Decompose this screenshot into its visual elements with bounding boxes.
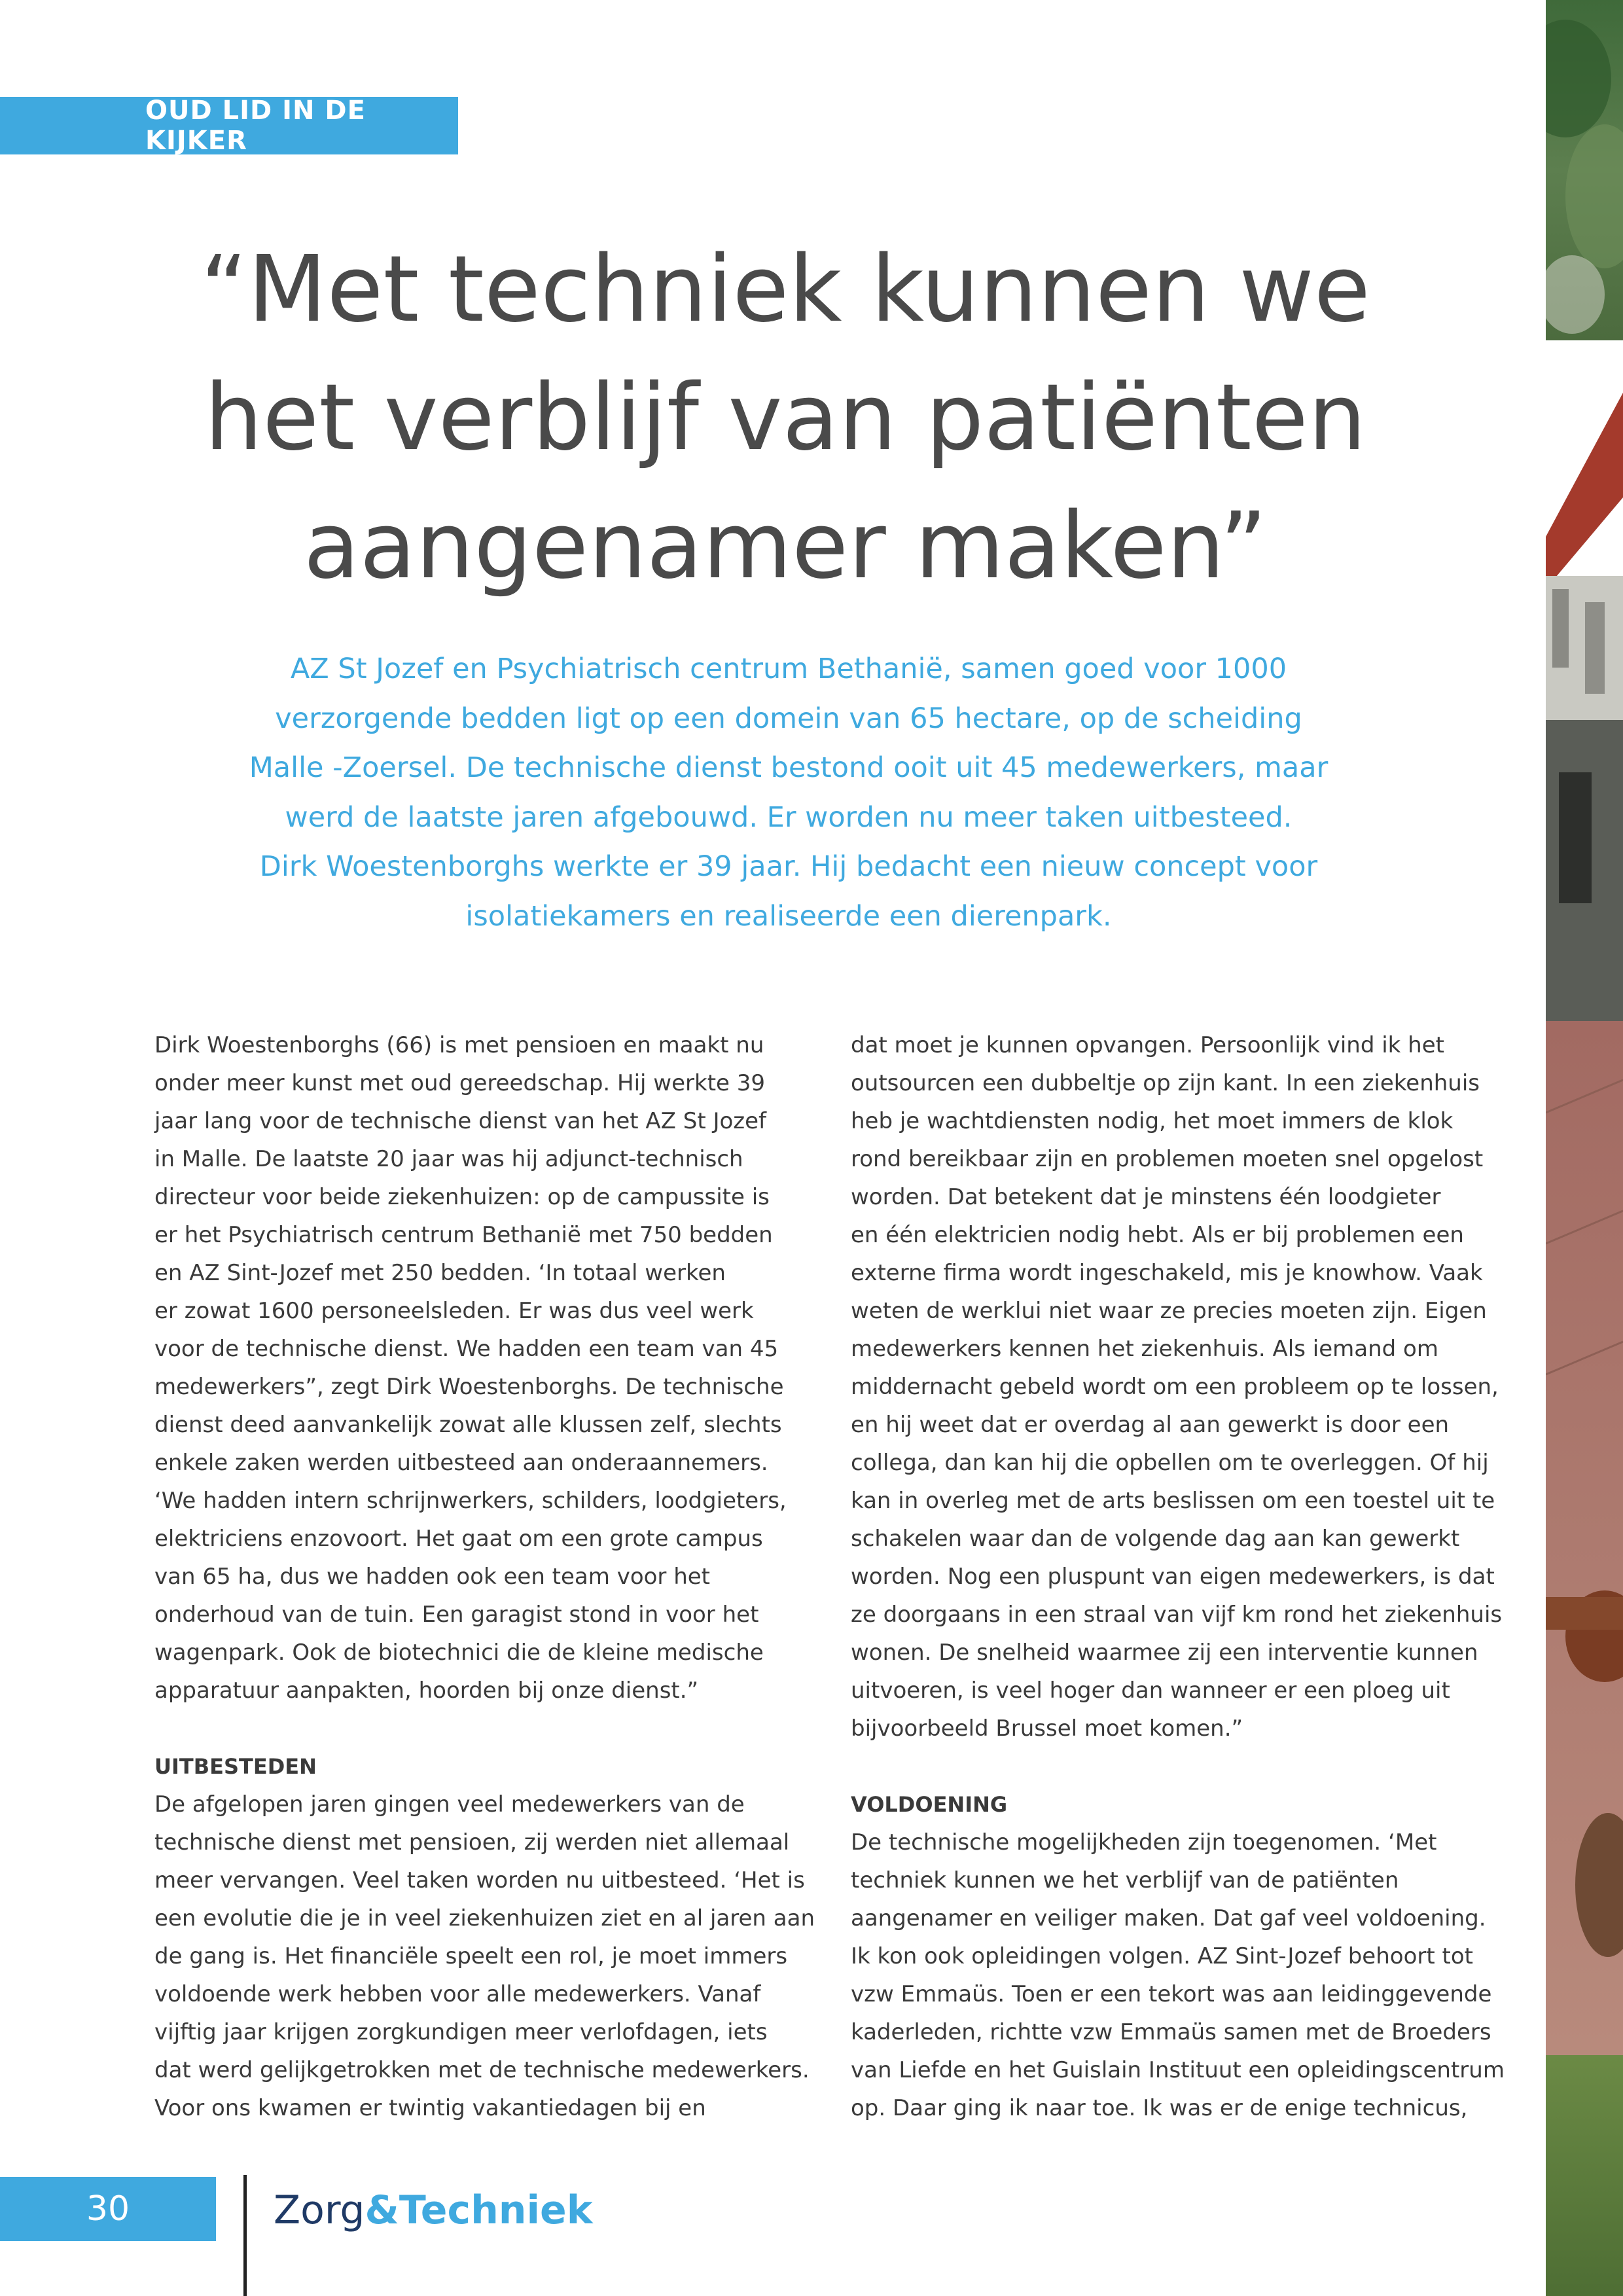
body-line: een evolutie die je in veel ziekenhuizen ziet en al jaren aan <box>154 1905 815 1931</box>
body-line: worden. Dat betekent dat je minstens één loodgieter <box>851 1184 1441 1210</box>
intro-paragraph <box>209 645 1368 941</box>
footer-divider <box>243 2175 247 2296</box>
body-line: middernacht gebeld wordt om een probleem op te lossen, <box>851 1374 1499 1400</box>
body-line: kaderleden, richtte vzw Emmaüs samen met de Broeders <box>851 2019 1491 2045</box>
intro-line: Malle -Zoersel. De technische dienst bestond ooit uit 45 medewerkers, maar <box>249 751 1329 784</box>
logo-part-zorg: Zorg <box>274 2187 365 2233</box>
body-line: medewerkers kennen het ziekenhuis. Als iemand om <box>851 1336 1438 1362</box>
body-line: techniek kunnen we het verblijf van de patiënten <box>851 1867 1399 1893</box>
body-line: elektriciens enzovoort. Het gaat om een grote campus <box>154 1526 763 1552</box>
headline <box>164 226 1407 611</box>
body-line: collega, dan kan hij die opbellen om te overleggen. Of hij <box>851 1450 1489 1476</box>
body-line: aangenamer en veiliger maken. Dat gaf veel voldoening. <box>851 1905 1486 1931</box>
intro-line: AZ St Jozef en Psychiatrisch centrum Bethanië, samen goed voor 1000 <box>290 653 1287 685</box>
page-number: 30 <box>0 2177 216 2241</box>
body-line: kan in overleg met de arts beslissen om een toestel uit te <box>851 1488 1495 1514</box>
body-line: onderhoud van de tuin. Een garagist stond in voor het <box>154 1602 759 1628</box>
body-line: en hij weet dat er overdag al aan gewerkt is door een <box>851 1412 1450 1438</box>
body-line: vzw Emmaüs. Toen er een tekort was aan leidinggevende <box>851 1981 1492 2007</box>
headline-line: aangenamer maken” <box>303 493 1268 600</box>
section-tag: OUD LID IN DE KIJKER <box>0 97 458 154</box>
body-line: er zowat 1600 personeelsleden. Er was dus veel werk <box>154 1298 754 1324</box>
body-line: De afgelopen jaren gingen veel medewerkers van de <box>154 1791 745 1818</box>
body-line: en AZ Sint-Jozef met 250 bedden. ‘In totaal werken <box>154 1260 726 1286</box>
headline-line: het verblijf van patiënten <box>204 365 1366 471</box>
body-line: voor de technische dienst. We hadden een team van 45 <box>154 1336 779 1362</box>
body-line: wonen. De snelheid waarmee zij een interventie kunnen <box>851 1640 1478 1666</box>
body-line: medewerkers”, zegt Dirk Woestenborghs. De technische <box>154 1374 784 1400</box>
body-line: dat werd gelijkgetrokken met de technische medewerkers. <box>154 2057 810 2083</box>
body-line: dat moet je kunnen opvangen. Persoonlijk vind ik het <box>851 1032 1444 1058</box>
body-line: bijvoorbeeld Brussel moet komen.” <box>851 1715 1243 1742</box>
body-line: technische dienst met pensioen, zij werden niet allemaal <box>154 1829 790 1856</box>
intro-line: Dirk Woestenborghs werkte er 39 jaar. Hij bedacht een nieuw concept voor <box>259 850 1318 883</box>
intro-line: verzorgende bedden ligt op een domein van 65 hectare, op de scheiding <box>275 702 1302 735</box>
body-line: Voor ons kwamen er twintig vakantiedagen bij en <box>154 2095 706 2121</box>
body-line: externe firma wordt ingeschakeld, mis je knowhow. Vaak <box>851 1260 1483 1286</box>
paragraph-gap <box>851 1748 1492 1785</box>
subheading-voldoening: VOLDOENING <box>851 1792 1008 1817</box>
body-line: wagenpark. Ook de biotechnici die de kleine medische <box>154 1640 764 1666</box>
body-line: heb je wachtdiensten nodig, het moet immers de klok <box>851 1108 1454 1134</box>
body-line: dienst deed aanvankelijk zowat alle klussen zelf, slechts <box>154 1412 782 1438</box>
body-line: in Malle. De laatste 20 jaar was hij adjunct-technisch <box>154 1146 743 1172</box>
right-column <box>851 1026 1505 2127</box>
body-line: uitvoeren, is veel hoger dan wanneer er een ploeg uit <box>851 1677 1450 1704</box>
body-line: er het Psychiatrisch centrum Bethanië met 750 bedden <box>154 1222 773 1248</box>
subheading-uitbesteden: UITBESTEDEN <box>154 1754 317 1779</box>
body-line: onder meer kunst met oud gereedschap. Hij werkte 39 <box>154 1070 766 1096</box>
logo-ampersand: & <box>365 2187 399 2233</box>
body-line: ze doorgaans in een straal van vijf km rond het ziekenhuis <box>851 1602 1503 1628</box>
body-line: meer vervangen. Veel taken worden nu uitbesteed. ‘Het is <box>154 1867 805 1893</box>
body-line: op. Daar ging ik naar toe. Ik was er de enige technicus, <box>851 2095 1468 2121</box>
body-line: Dirk Woestenborghs (66) is met pensioen en maakt nu <box>154 1032 764 1058</box>
body-line: worden. Nog een pluspunt van eigen medewerkers, is dat <box>851 1564 1495 1590</box>
body-line: ‘We hadden intern schrijnwerkers, schilders, loodgieters, <box>154 1488 787 1514</box>
intro-line: isolatiekamers en realiseerde een dierenpark. <box>465 899 1112 933</box>
body-line: van 65 ha, dus we hadden ook een team voor het <box>154 1564 711 1590</box>
left-column <box>154 1026 815 2127</box>
body-line: directeur voor beide ziekenhuizen: op de campussite is <box>154 1184 770 1210</box>
body-line: de gang is. Het financiële speelt een rol, je moet immers <box>154 1943 788 1969</box>
body-line: enkele zaken werden uitbesteed aan onderaannemers. <box>154 1450 768 1476</box>
body-line: en één elektricien nodig hebt. Als er bij problemen een <box>851 1222 1464 1248</box>
photo-strip <box>1546 0 1623 2296</box>
body-line: outsourcen een dubbeltje op zijn kant. In een ziekenhuis <box>851 1070 1480 1096</box>
body-line: voldoende werk hebben voor alle medewerkers. Vanaf <box>154 1981 761 2007</box>
logo-part-techniek: Techniek <box>399 2187 593 2233</box>
body-line: weten de werklui niet waar ze precies moeten zijn. Eigen <box>851 1298 1487 1324</box>
intro-line: werd de laatste jaren afgebouwd. Er worden nu meer taken uitbesteed. <box>285 800 1293 834</box>
body-line: rond bereikbaar zijn en problemen moeten snel opgelost <box>851 1146 1484 1172</box>
body-line: De technische mogelijkheden zijn toegenomen. ‘Met <box>851 1829 1437 1856</box>
body-line: vijftig jaar krijgen zorgkundigen meer verlofdagen, iets <box>154 2019 768 2045</box>
body-line: jaar lang voor de technische dienst van het AZ St Jozef <box>154 1108 767 1134</box>
body-line: Ik kon ook opleidingen volgen. AZ Sint-Jozef behoort tot <box>851 1943 1473 1969</box>
body-line: van Liefde en het Guislain Instituut een opleidingscentrum <box>851 2057 1505 2083</box>
body-line: apparatuur aanpakten, hoorden bij onze dienst.” <box>154 1677 699 1704</box>
body-line: schakelen waar dan de volgende dag aan kan gewerkt <box>851 1526 1460 1552</box>
magazine-logo <box>274 2181 593 2240</box>
paragraph-gap <box>154 1710 783 1748</box>
headline-line: “Met techniek kunnen we <box>200 236 1370 343</box>
